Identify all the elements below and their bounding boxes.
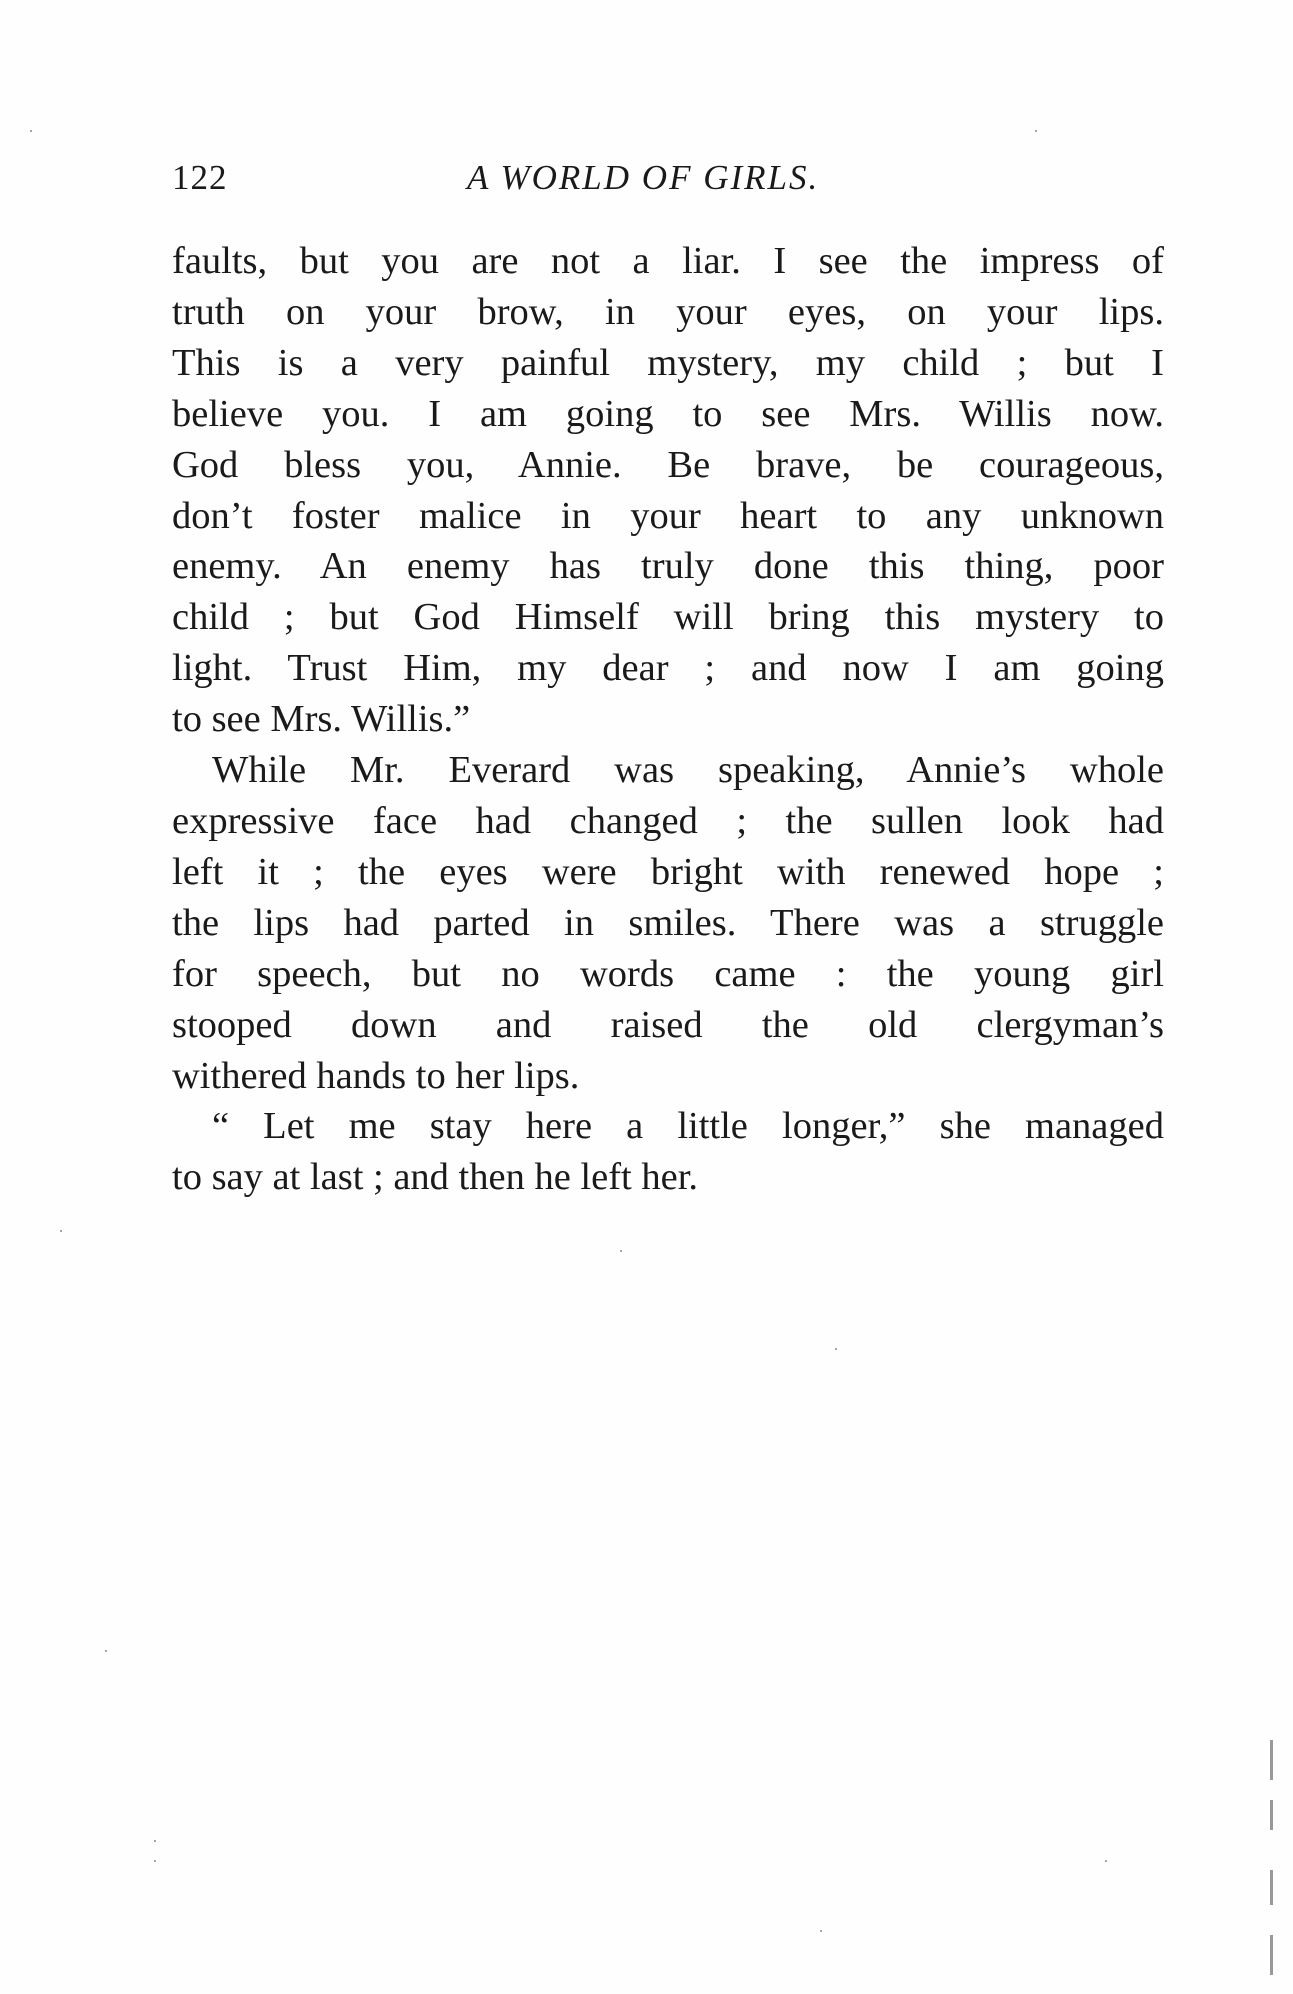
text-line: faults, but you are not a liar. I see the impress of	[172, 240, 1164, 282]
scan-speck	[1035, 130, 1037, 132]
paragraph-2	[172, 745, 1164, 1101]
running-title: A WORLD OF GIRLS.	[467, 158, 820, 197]
text-line: truth on your brow, in your eyes, on your lips.	[172, 290, 1164, 333]
scan-speck	[60, 1230, 62, 1232]
text-line: for speech, but no words came : the young girl	[172, 952, 1164, 995]
text-line: stooped down and raised the old clergyman’s	[172, 1003, 1164, 1046]
text-line: child ; but God Himself will bring this mystery to	[172, 596, 1164, 639]
text-line: to say at last ; and then he left her.	[172, 1156, 699, 1199]
scan-speck	[30, 130, 32, 132]
scan-edge-mark	[1270, 1800, 1273, 1830]
text-line: believe you. I am going to see Mrs. Willis now.	[172, 392, 1164, 435]
text-line: This is a very painful mystery, my child ; but I	[172, 341, 1164, 384]
text-line: the lips had parted in smiles. There was a struggle	[172, 901, 1164, 944]
text-line: God bless you, Annie. Be brave, be courageous,	[172, 443, 1164, 486]
scan-speck	[1105, 1860, 1107, 1862]
scan-speck	[105, 1650, 107, 1652]
text-line: don’t foster malice in your heart to any unknown	[172, 494, 1164, 537]
scan-speck	[154, 1860, 156, 1862]
scan-edge-mark	[1270, 1935, 1273, 1975]
text-line: “ Let me stay here a little longer,” she managed	[212, 1105, 1164, 1148]
text-line: left it ; the eyes were bright with renewed hope ;	[172, 850, 1164, 893]
text-line: to see Mrs. Willis.”	[172, 698, 471, 741]
text-line: enemy. An enemy has truly done this thing, poor	[172, 545, 1164, 588]
page-number: 122	[172, 158, 228, 197]
text-line: withered hands to her lips.	[172, 1054, 580, 1097]
page-header	[172, 158, 1172, 208]
text-line: While Mr. Everard was speaking, Annie’s whole	[212, 749, 1164, 792]
body-text	[172, 236, 1164, 1203]
paragraph-3	[172, 1101, 1164, 1203]
scan-speck	[620, 1250, 622, 1252]
paragraph-1	[172, 236, 1164, 745]
text-line: light. Trust Him, my dear ; and now I am going	[172, 647, 1164, 690]
scan-edge-mark	[1270, 1870, 1273, 1905]
scan-speck	[835, 1348, 837, 1350]
text-line: expressive face had changed ; the sullen look had	[172, 799, 1164, 842]
scan-speck	[154, 1840, 156, 1842]
scan-edge-mark	[1270, 1740, 1273, 1780]
scan-speck	[820, 1930, 822, 1932]
